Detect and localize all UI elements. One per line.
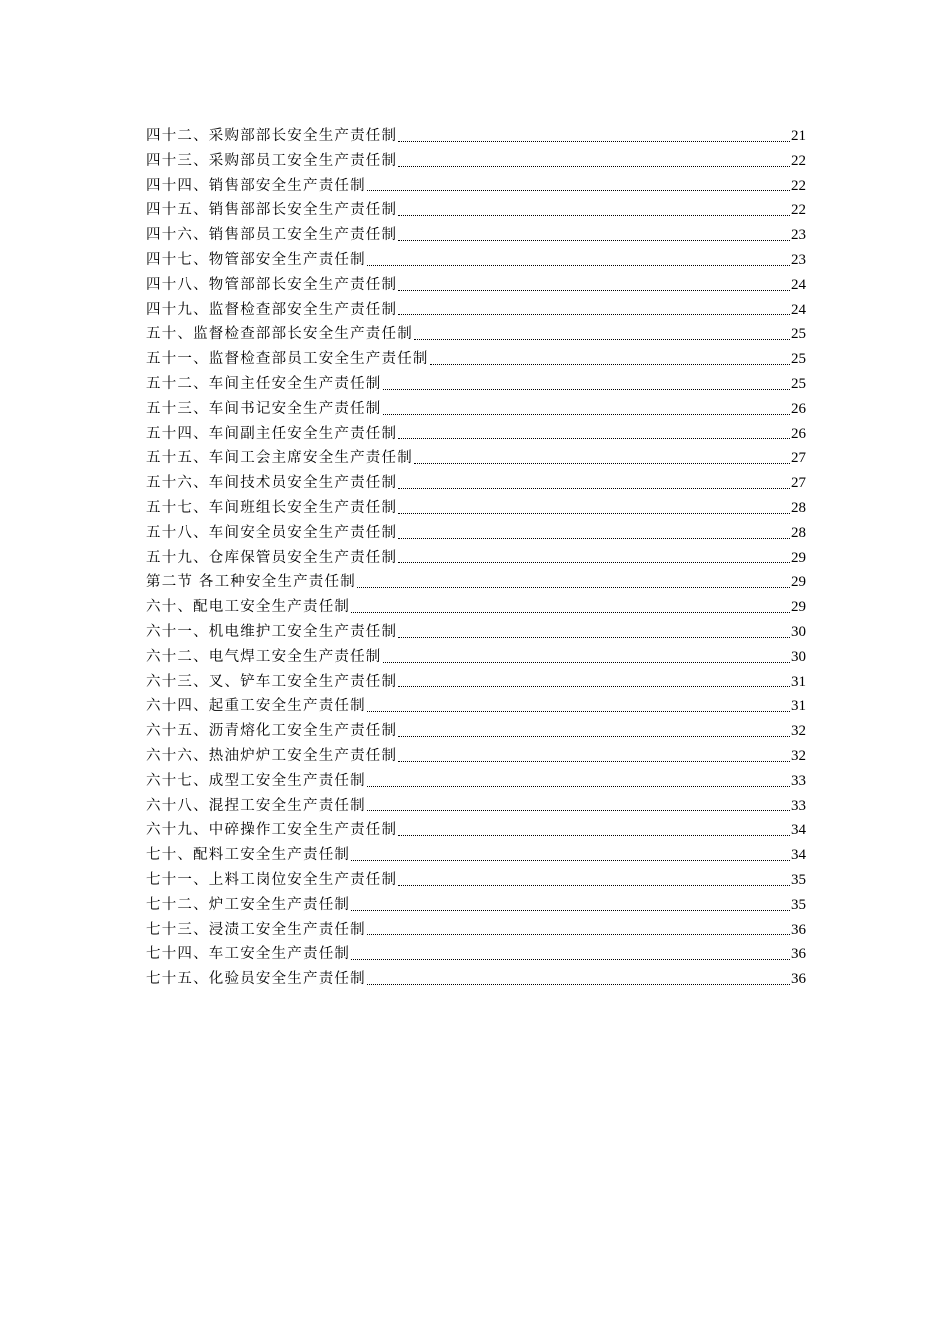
toc-entry[interactable] (146, 918, 806, 943)
toc-entry[interactable] (146, 843, 806, 868)
toc-entry-page-number: 25 (791, 375, 806, 392)
toc-entry-page-number: 32 (791, 747, 806, 764)
toc-entry[interactable] (146, 670, 806, 695)
toc-dot-leader (367, 934, 790, 935)
toc-entry[interactable] (146, 372, 806, 397)
toc-entry-page-number: 28 (791, 524, 806, 541)
toc-entry[interactable] (146, 868, 806, 893)
toc-entry[interactable] (146, 719, 806, 744)
toc-dot-leader (398, 141, 790, 142)
toc-entry-title: 七十四、车工安全生产责任制 (146, 946, 351, 963)
toc-entry-title: 六十五、沥青熔化工安全生产责任制 (146, 723, 398, 740)
toc-entry-page-number: 21 (791, 128, 806, 144)
toc-entry[interactable] (146, 298, 806, 323)
toc-dot-leader (351, 910, 790, 911)
toc-entry-title: 六十八、混捏工安全生产责任制 (146, 797, 366, 814)
toc-entry-title: 四十五、销售部部长安全生产责任制 (146, 202, 398, 219)
toc-entry-title: 六十二、电气焊工安全生产责任制 (146, 648, 382, 665)
toc-entry-page-number: 22 (791, 152, 806, 169)
toc-dot-leader (383, 414, 791, 415)
toc-entry[interactable] (146, 794, 806, 819)
toc-entry-page-number: 30 (791, 623, 806, 640)
toc-entry-page-number: 33 (791, 772, 806, 789)
toc-entry-title: 七十三、浸渍工安全生产责任制 (146, 921, 366, 938)
toc-entry-title: 七十二、炉工安全生产责任制 (146, 896, 351, 913)
toc-entry[interactable] (146, 769, 806, 794)
toc-dot-leader (398, 166, 790, 167)
toc-entry[interactable] (146, 645, 806, 670)
toc-entry-title: 七十一、上料工岗位安全生产责任制 (146, 871, 398, 888)
toc-entry-page-number: 23 (791, 251, 806, 268)
toc-entry[interactable] (146, 149, 806, 174)
table-of-contents (146, 124, 806, 992)
toc-entry[interactable] (146, 595, 806, 620)
toc-entry-page-number: 25 (791, 351, 806, 368)
toc-dot-leader (398, 240, 790, 241)
toc-dot-leader (398, 513, 790, 514)
toc-entry[interactable] (146, 570, 806, 595)
toc-dot-leader (398, 488, 790, 489)
toc-dot-leader (398, 736, 790, 737)
toc-entry-title: 六十三、叉、铲车工安全生产责任制 (146, 673, 398, 690)
toc-entry-title: 五十五、车间工会主席安全生产责任制 (146, 450, 413, 467)
toc-dot-leader (357, 587, 790, 588)
toc-entry-page-number: 24 (791, 301, 806, 318)
toc-entry-title: 七十五、化验员安全生产责任制 (146, 971, 366, 988)
toc-entry-title: 五十九、仓库保管员安全生产责任制 (146, 549, 398, 566)
toc-entry-page-number: 23 (791, 227, 806, 244)
toc-entry-page-number: 29 (791, 574, 806, 591)
toc-dot-leader (398, 538, 790, 539)
toc-entry-title: 四十四、销售部安全生产责任制 (146, 177, 366, 194)
toc-entry-page-number: 27 (791, 475, 806, 492)
toc-entry-page-number: 36 (791, 946, 806, 963)
toc-dot-leader (398, 835, 790, 836)
toc-entry[interactable] (146, 446, 806, 471)
toc-dot-leader (414, 463, 790, 464)
toc-entry-title: 四十三、采购部员工安全生产责任制 (146, 152, 398, 169)
toc-entry-page-number: 30 (791, 648, 806, 665)
toc-entry-title: 五十二、车间主任安全生产责任制 (146, 375, 382, 392)
toc-entry[interactable] (146, 174, 806, 199)
toc-dot-leader (367, 190, 790, 191)
toc-entry[interactable] (146, 322, 806, 347)
toc-entry-page-number: 31 (791, 698, 806, 715)
toc-entry[interactable] (146, 818, 806, 843)
toc-dot-leader (398, 438, 790, 439)
toc-entry[interactable] (146, 198, 806, 223)
toc-entry[interactable] (146, 942, 806, 967)
toc-entry-page-number: 35 (791, 871, 806, 888)
toc-entry[interactable] (146, 967, 806, 992)
toc-entry-title: 五十六、车间技术员安全生产责任制 (146, 475, 398, 492)
toc-entry-title: 四十九、监督检查部安全生产责任制 (146, 301, 398, 318)
toc-dot-leader (351, 612, 790, 613)
toc-entry-page-number: 29 (791, 549, 806, 566)
toc-entry[interactable] (146, 248, 806, 273)
toc-entry[interactable] (146, 744, 806, 769)
toc-entry-title: 五十三、车间书记安全生产责任制 (146, 400, 382, 417)
toc-dot-leader (367, 711, 790, 712)
toc-entry-title: 六十、配电工安全生产责任制 (146, 599, 351, 616)
toc-entry[interactable] (146, 893, 806, 918)
toc-entry-title: 六十一、机电维护工安全生产责任制 (146, 623, 398, 640)
toc-entry-title: 四十二、采购部部长安全生产责任制 (146, 128, 398, 144)
toc-entry-page-number: 25 (791, 326, 806, 343)
toc-entry[interactable] (146, 124, 806, 149)
toc-entry-title: 四十八、物管部部长安全生产责任制 (146, 276, 398, 293)
toc-entry[interactable] (146, 620, 806, 645)
toc-entry-title: 五十七、车间班组长安全生产责任制 (146, 499, 398, 516)
toc-dot-leader (398, 637, 790, 638)
toc-entry-page-number: 32 (791, 723, 806, 740)
toc-entry-title: 六十六、热油炉炉工安全生产责任制 (146, 747, 398, 764)
toc-dot-leader (398, 314, 790, 315)
toc-entry[interactable] (146, 273, 806, 298)
toc-dot-leader (398, 290, 790, 291)
toc-entry-title: 第二节 各工种安全生产责任制 (146, 574, 356, 591)
toc-entry-page-number: 22 (791, 202, 806, 219)
toc-entry-page-number: 26 (791, 425, 806, 442)
toc-entry-page-number: 24 (791, 276, 806, 293)
toc-entry-title: 七十、配料工安全生产责任制 (146, 847, 351, 864)
toc-entry-page-number: 26 (791, 400, 806, 417)
toc-dot-leader (398, 686, 790, 687)
toc-dot-leader (367, 265, 790, 266)
toc-entry-page-number: 35 (791, 896, 806, 913)
toc-entry-page-number: 33 (791, 797, 806, 814)
toc-dot-leader (367, 984, 790, 985)
toc-entry-page-number: 36 (791, 921, 806, 938)
toc-entry-title: 六十四、起重工安全生产责任制 (146, 698, 366, 715)
toc-entry[interactable] (146, 397, 806, 422)
toc-dot-leader (367, 786, 790, 787)
toc-dot-leader (383, 662, 791, 663)
toc-dot-leader (398, 761, 790, 762)
toc-entry[interactable] (146, 422, 806, 447)
toc-entry-title: 五十八、车间安全员安全生产责任制 (146, 524, 398, 541)
toc-dot-leader (398, 215, 790, 216)
toc-dot-leader (351, 860, 790, 861)
toc-entry-page-number: 27 (791, 450, 806, 467)
toc-entry-title: 五十一、监督检查部员工安全生产责任制 (146, 351, 429, 368)
toc-entry-title: 六十九、中碎操作工安全生产责任制 (146, 822, 398, 839)
toc-entry[interactable] (146, 471, 806, 496)
toc-entry[interactable] (146, 496, 806, 521)
toc-dot-leader (367, 810, 790, 811)
toc-entry-page-number: 31 (791, 673, 806, 690)
toc-entry-title: 四十七、物管部安全生产责任制 (146, 251, 366, 268)
toc-dot-leader (398, 562, 790, 563)
toc-entry-page-number: 34 (791, 822, 806, 839)
toc-entry[interactable] (146, 546, 806, 571)
toc-dot-leader (430, 364, 790, 365)
toc-entry-page-number: 34 (791, 847, 806, 864)
toc-entry[interactable] (146, 694, 806, 719)
toc-entry[interactable] (146, 521, 806, 546)
toc-dot-leader (414, 339, 790, 340)
toc-entry-page-number: 36 (791, 971, 806, 988)
toc-entry-title: 五十、监督检查部部长安全生产责任制 (146, 326, 413, 343)
toc-entry-title: 五十四、车间副主任安全生产责任制 (146, 425, 398, 442)
toc-dot-leader (383, 389, 791, 390)
toc-entry-title: 四十六、销售部员工安全生产责任制 (146, 227, 398, 244)
toc-dot-leader (351, 959, 790, 960)
toc-entry[interactable] (146, 347, 806, 372)
toc-entry-title: 六十七、成型工安全生产责任制 (146, 772, 366, 789)
toc-dot-leader (398, 885, 790, 886)
toc-entry-page-number: 22 (791, 177, 806, 194)
toc-entry[interactable] (146, 223, 806, 248)
toc-entry-page-number: 28 (791, 499, 806, 516)
toc-entry-page-number: 29 (791, 599, 806, 616)
